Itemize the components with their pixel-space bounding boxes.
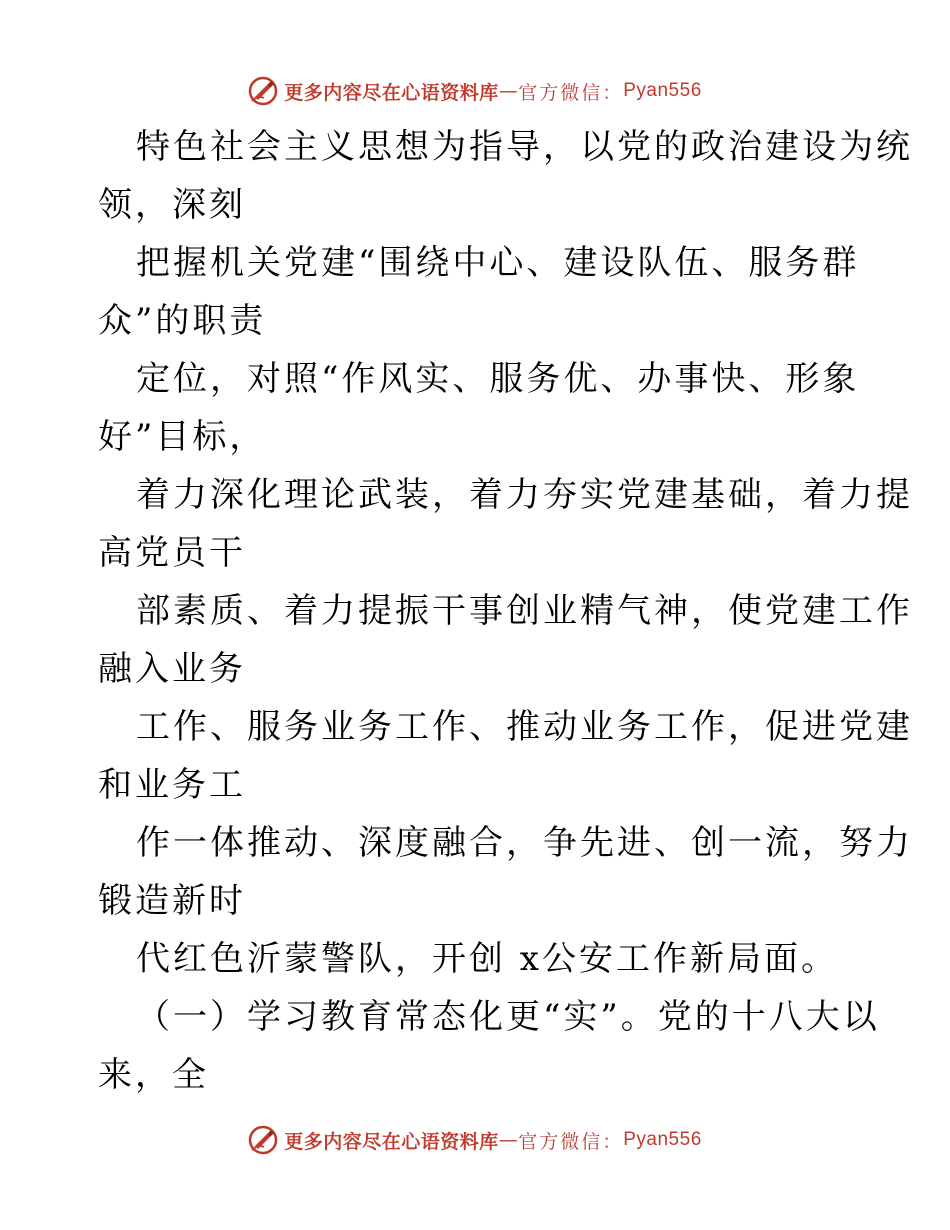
body-line: （一）学习教育常态化更“实”。党的十八大以 (136, 997, 880, 1037)
body-line: 高党员干 (98, 533, 246, 573)
watermark-official-label: 官方微信： (518, 81, 624, 104)
body-line: 作一体推动、深度融合，争先进、创一流，努力 (136, 823, 913, 863)
body-line: 好”目标， (98, 417, 267, 457)
body-line: 定位，对照“作风实、服务优、办事快、形象 (136, 359, 860, 399)
body-line: 特色社会主义思想为指导，以党的政治建设为统 (136, 127, 913, 167)
body-line: 着力深化理论武装，着力夯实党建基础，着力提 (136, 475, 913, 515)
watermark-main-text: 更多内容尽在心语资料库 (284, 1130, 499, 1153)
body-line: 来，全 (98, 1055, 209, 1095)
body-line: 和业务工 (98, 765, 246, 805)
pen-logo-icon (248, 1125, 278, 1155)
watermark-main-text: 更多内容尽在心语资料库 (284, 81, 499, 104)
pen-logo-icon (248, 76, 278, 106)
watermark-wechat-id: Pyan556 (623, 1129, 702, 1150)
footer-watermark (0, 1123, 950, 1157)
watermark-dash: — (498, 80, 519, 102)
header-watermark (0, 74, 950, 108)
watermark-official-label: 官方微信： (518, 1130, 624, 1153)
document-body (98, 118, 913, 1104)
body-line: 领，深刻 (98, 185, 246, 225)
body-line: 锻造新时 (98, 881, 246, 921)
watermark-wechat-id: Pyan556 (623, 80, 702, 101)
body-line: 把握机关党建“围绕中心、建设队伍、服务群 (136, 243, 860, 283)
body-line: 众”的职责 (98, 301, 267, 341)
body-line: 融入业务 (98, 649, 246, 689)
body-line: 部素质、着力提振干事创业精气神，使党建工作 (136, 591, 913, 631)
watermark-dash: — (498, 1129, 519, 1151)
body-line: 代红色沂蒙警队，开创 x公安工作新局面。 (136, 939, 838, 979)
body-line: 工作、服务业务工作、推动业务工作，促进党建 (136, 707, 913, 747)
